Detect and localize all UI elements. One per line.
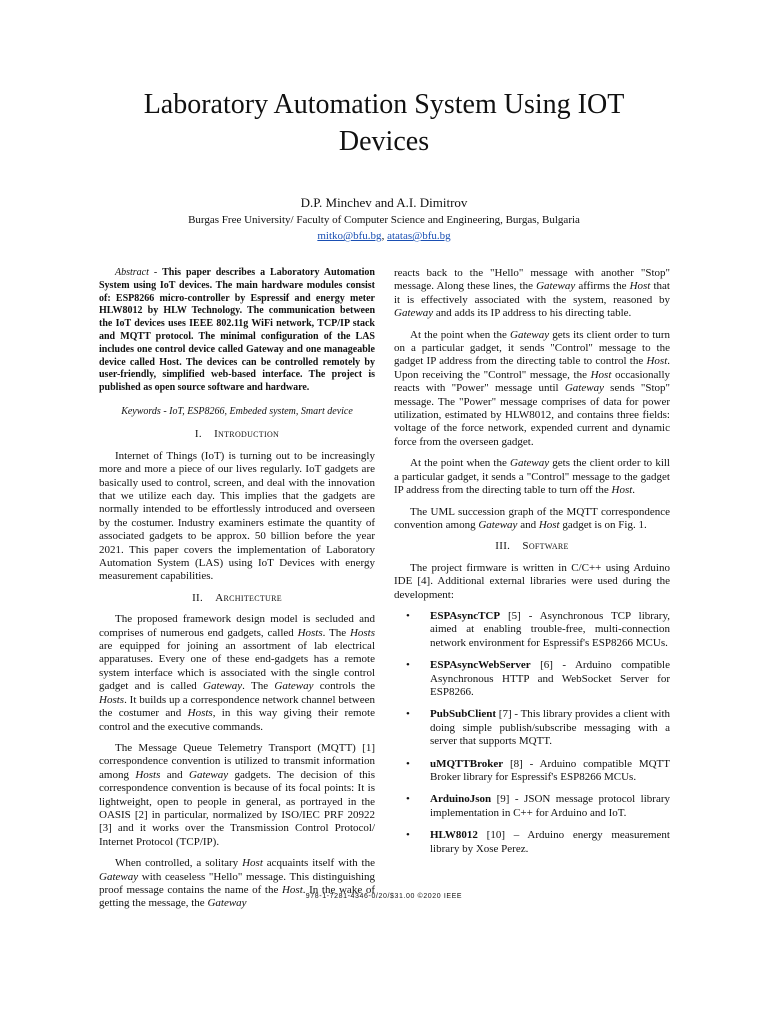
library-desc: [9] - JSON message protocol library implementation in C++ for Arduino and IoT. — [430, 793, 670, 819]
library-list — [394, 610, 670, 856]
architecture-paragraph-4: At the point when the Gateway gets its client order to turn on a particular gadget, it sends "Control" message to the gadget IP address from the directing table to control the Host. Upon receiving the "Control" message, the Host occasionally reacts with "Power" message until Gateway sends "Stop" message. The "Power" message comprises of data for power utilization, estimated by HLW8012, and contains three fields: voltage of the force network, expended current and dynamic force from the overseen gadget. — [394, 328, 670, 448]
list-item — [406, 829, 670, 856]
abstract-label: Abstract - — [115, 267, 163, 278]
section-heading-software — [394, 540, 670, 553]
library-desc: [6] - Arduino compatible Asynchronous HTTP and WebSocket Server for ESP8266. — [430, 659, 670, 698]
section-heading-introduction — [99, 428, 375, 441]
emails — [0, 230, 768, 242]
library-name: HLW8012 — [430, 829, 478, 842]
section-title: Software — [522, 540, 569, 553]
section-title: Introduction — [214, 428, 280, 441]
abstract — [99, 267, 375, 395]
list-item — [406, 609, 670, 650]
section-number: II. — [192, 591, 204, 604]
architecture-paragraph-6: The UML succession graph of the MQTT correspondence convention among Gateway and Host gadget is on Fig. 1. — [394, 505, 670, 531]
copyright-footer: 978-1-7281-4346-0/20/$31.00 ©2020 IEEE — [305, 893, 463, 900]
section-number: I. — [194, 428, 202, 441]
paper-title: Laboratory Automation System Using IOT Devices — [143, 89, 625, 157]
library-desc: [5] - Asynchronous TCP library, aimed at enabling trouble-free, multi-connection network environment for Espressif's ESP8266 MCUs. — [430, 609, 670, 649]
keywords: Keywords - IoT, ESP8266, Embeded system, Smart device — [121, 405, 353, 417]
intro-paragraph: Internet of Things (IoT) is turning out to be increasingly more and more a piece of our lives regularly. IoT gadgets are basically used to control, screen, and deal with the innovation that we utilize each day. This implies that the gadgets are normally intended to be effortlessly introduced and overseen by the costumer. Industry examiners estimate the quantity of associated gadgets to be approx. 50 billion before the year 2021. This paper covers the implementation of Laboratory Automation System (LAS) using IoT Devices with energy measurement capabilities. — [99, 449, 375, 583]
list-item — [406, 659, 670, 699]
section-heading-architecture — [99, 592, 375, 605]
library-desc: [10] – Arduino energy measurement library by Xose Perez. — [430, 829, 670, 855]
bullet-icon: • — [406, 708, 410, 721]
section-title: Architecture — [215, 591, 282, 604]
section-number: III. — [495, 540, 511, 553]
architecture-paragraph-3: When controlled, a solitary Host acquaints itself with the Gateway with ceaseless "Hello" message. This distinguishing proof message contains the name of the Host. In the wake of getting the message, the Gateway — [99, 857, 375, 910]
bullet-icon: • — [406, 757, 410, 770]
software-paragraph: The project firmware is written in C/C++ using Arduino IDE [4]. Additional external libraries were used during the development: — [394, 561, 670, 601]
library-desc: [7] - This library provides a client with doing simple publish/subscribe messaging with a server that supports MQTT. — [430, 708, 670, 748]
library-name: PubSubClient — [430, 708, 497, 721]
bullet-icon: • — [406, 793, 410, 806]
right-column — [394, 267, 670, 865]
email-separator: , — [381, 230, 388, 242]
library-name: ESPAsyncWebServer — [430, 659, 531, 672]
library-name: uMQTTBroker — [430, 757, 504, 770]
library-desc: [8] - Arduino compatible MQTT Broker library for Espressif's ESP8266 MCUs. — [430, 757, 670, 783]
bullet-icon: • — [406, 609, 410, 622]
architecture-paragraph-2: The Message Queue Telemetry Transport (MQTT) [1] correspondence convention is utilized to transmit information among Hosts and Gateway gadgets. The decision of this correspondence convention is because of its focal points: It is lightweight, open to people in general, as portrayed in the OASIS [2] in particular, normalized by ISO/IEC PRF 20922 [3] and it works over the Transmission Control Protocol/ Internet Protocol (TCP/IP). — [99, 741, 375, 848]
list-item — [406, 793, 670, 820]
architecture-paragraph-1: The proposed framework design model is secluded and comprises of numerous end gadgets, called Hosts. The Hosts are equipped for joining an assortment of lab electrical apparatuses. Every one of these end-gadgets has a remote system interface which is associated with the single control gadget and is called Gateway. The Gateway controls the Hosts. It builds up a correspondence network channel between the costumer and Hosts, in this way giving their remote control and the executive commands. — [99, 613, 376, 733]
list-item — [406, 708, 670, 748]
bullet-icon: • — [406, 659, 410, 672]
list-item — [406, 757, 670, 785]
architecture-paragraph-3-continued: reacts back to the "Hello" message with another "Stop" message. Along these lines, the Gateway affirms the Host that it is effectively associated with the system, reasoned by Gateway and adds its IP address to his directing table. — [394, 267, 670, 320]
authors: D.P. Minchev and A.I. Dimitrov — [300, 195, 468, 210]
email-link-1[interactable]: mitko@bfu.bg — [317, 230, 382, 242]
bullet-icon: • — [406, 829, 410, 842]
abstract-text: This paper describes a Laboratory Automation System using IoT devices. The main hardware modules consist of: ESP8266 micro-controller by Espressif and energy meter HLW8012 by HLW Technology. The communication between the IoT devices uses IEEE 802.11g WiFi network, TCP/IP stack and MQTT protocol. The minimal configuration of the LAS includes one control device called Gateway and one manageable device called Host. The devices can be controlled remotely by user-friendly, simplified web-based interface. The project is published as open source software and hardware. — [99, 267, 375, 394]
affiliation: Burgas Free University/ Faculty of Computer Science and Engineering, Burgas, Bulgaria — [188, 214, 580, 226]
architecture-paragraph-5: At the point when the Gateway gets the client order to kill a particular gadget, it sends a "Control" message to the gadget IP address from the directing table to turn off the Host. — [394, 457, 670, 497]
library-name: ArduinoJson — [430, 793, 492, 806]
left-column — [99, 267, 375, 919]
library-name: ESPAsyncTCP — [430, 609, 501, 622]
email-link-2[interactable]: atatas@bfu.bg — [387, 230, 451, 242]
